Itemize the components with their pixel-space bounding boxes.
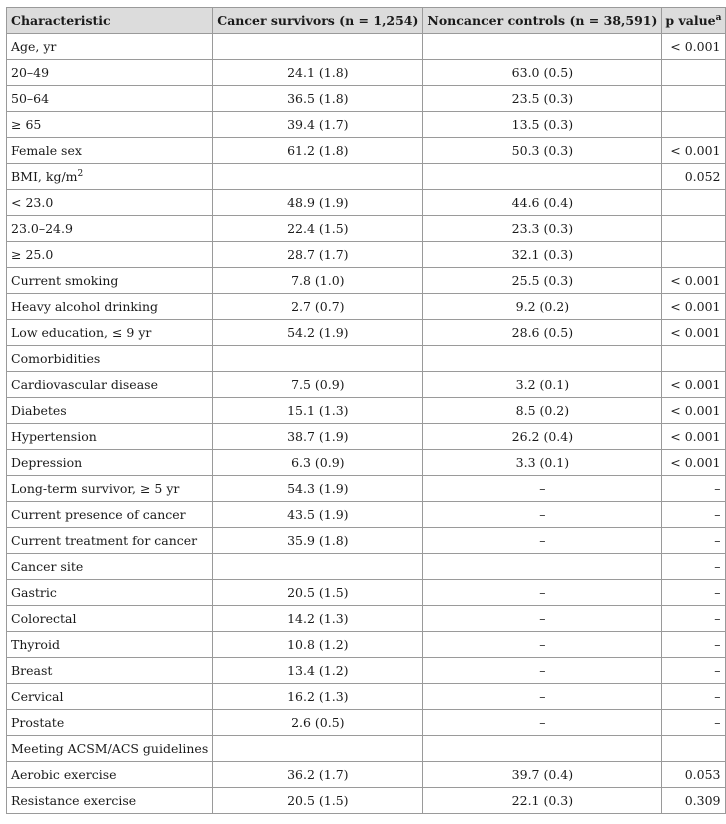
row-label-cell — [7, 450, 213, 476]
survivors-value: 7.8 (1.0) — [213, 268, 423, 294]
table-row — [7, 762, 726, 788]
row-label-cell — [7, 476, 213, 502]
row-label: Low education, ≤ 9 yr — [11, 325, 152, 340]
controls-value — [423, 346, 662, 372]
row-label: Prostate — [11, 715, 65, 730]
table-row — [7, 528, 726, 554]
row-label-cell — [7, 658, 213, 684]
row-label-cell — [7, 684, 213, 710]
survivors-value — [213, 554, 423, 580]
table-row — [7, 138, 726, 164]
row-label: Aerobic exercise — [11, 767, 117, 782]
row-label-cell — [7, 34, 213, 60]
p-value: < 0.001 — [662, 320, 726, 346]
controls-value: 25.5 (0.3) — [423, 268, 662, 294]
header-row — [7, 8, 726, 34]
survivors-value: 28.7 (1.7) — [213, 242, 423, 268]
survivors-value: 43.5 (1.9) — [213, 502, 423, 528]
row-label: Diabetes — [11, 403, 67, 418]
controls-value: 63.0 (0.5) — [423, 60, 662, 86]
controls-value: 28.6 (0.5) — [423, 320, 662, 346]
survivors-value: 48.9 (1.9) — [213, 190, 423, 216]
table-row — [7, 34, 726, 60]
table-row — [7, 554, 726, 580]
table-row — [7, 112, 726, 138]
row-label-cell — [7, 580, 213, 606]
row-label-cell — [7, 606, 213, 632]
controls-value: 22.1 (0.3) — [423, 788, 662, 814]
p-value: < 0.001 — [662, 294, 726, 320]
row-label: 23.0–24.9 — [11, 221, 73, 236]
row-label: ≥ 25.0 — [11, 247, 54, 262]
p-value: – — [662, 606, 726, 632]
controls-value: – — [423, 632, 662, 658]
survivors-value: 61.2 (1.8) — [213, 138, 423, 164]
survivors-value: 2.6 (0.5) — [213, 710, 423, 736]
p-value — [662, 216, 726, 242]
survivors-value — [213, 34, 423, 60]
row-label: BMI, kg/m — [11, 169, 78, 184]
p-value: – — [662, 658, 726, 684]
survivors-value: 14.2 (1.3) — [213, 606, 423, 632]
survivors-value: 20.5 (1.5) — [213, 788, 423, 814]
controls-value — [423, 164, 662, 190]
table-row — [7, 450, 726, 476]
table-row — [7, 580, 726, 606]
survivors-value: 22.4 (1.5) — [213, 216, 423, 242]
p-value — [662, 112, 726, 138]
table-row — [7, 294, 726, 320]
controls-value: 50.3 (0.3) — [423, 138, 662, 164]
header-p-value-text: p value — [665, 13, 716, 28]
row-label-cell — [7, 762, 213, 788]
row-label-cell — [7, 502, 213, 528]
row-label-cell — [7, 528, 213, 554]
row-label-cell — [7, 86, 213, 112]
p-value: < 0.001 — [662, 268, 726, 294]
table-body — [7, 34, 726, 814]
p-value: < 0.001 — [662, 398, 726, 424]
row-label-cell — [7, 190, 213, 216]
p-value: < 0.001 — [662, 450, 726, 476]
row-label: Long-term survivor, ≥ 5 yr — [11, 481, 180, 496]
table-row — [7, 190, 726, 216]
table-row — [7, 216, 726, 242]
p-value — [662, 190, 726, 216]
p-value — [662, 60, 726, 86]
row-label: Current smoking — [11, 273, 119, 288]
row-label: Meeting ACSM/ACS guidelines — [11, 741, 209, 756]
p-value: < 0.001 — [662, 138, 726, 164]
survivors-value — [213, 164, 423, 190]
table-row — [7, 268, 726, 294]
row-label-cell — [7, 294, 213, 320]
survivors-value: 39.4 (1.7) — [213, 112, 423, 138]
header-p-value-footnote: a — [715, 12, 722, 23]
p-value: – — [662, 684, 726, 710]
p-value: < 0.001 — [662, 424, 726, 450]
p-value: – — [662, 632, 726, 658]
table-row — [7, 164, 726, 190]
table-row — [7, 658, 726, 684]
p-value: – — [662, 502, 726, 528]
controls-value — [423, 34, 662, 60]
table-row — [7, 398, 726, 424]
row-label: Depression — [11, 455, 83, 470]
controls-value: 23.5 (0.3) — [423, 86, 662, 112]
row-label-cell — [7, 138, 213, 164]
survivors-value: 2.7 (0.7) — [213, 294, 423, 320]
p-value — [662, 86, 726, 112]
table-row — [7, 788, 726, 814]
survivors-value: 24.1 (1.8) — [213, 60, 423, 86]
survivors-value: 7.5 (0.9) — [213, 372, 423, 398]
controls-value: 8.5 (0.2) — [423, 398, 662, 424]
row-label-cell — [7, 320, 213, 346]
controls-value: 44.6 (0.4) — [423, 190, 662, 216]
controls-value: 3.3 (0.1) — [423, 450, 662, 476]
row-label: 20–49 — [11, 65, 50, 80]
controls-value — [423, 736, 662, 762]
table-row — [7, 476, 726, 502]
controls-value: 9.2 (0.2) — [423, 294, 662, 320]
controls-value: – — [423, 658, 662, 684]
row-label: ≥ 65 — [11, 117, 42, 132]
row-label-cell — [7, 632, 213, 658]
row-label: Cancer site — [11, 559, 84, 574]
row-label-cell — [7, 710, 213, 736]
survivors-value — [213, 736, 423, 762]
row-label-superscript: 2 — [77, 168, 84, 179]
row-label-cell — [7, 164, 213, 190]
table-row — [7, 242, 726, 268]
header-p-value — [662, 8, 726, 34]
row-label: Heavy alcohol drinking — [11, 299, 159, 314]
row-label: Comorbidities — [11, 351, 101, 366]
controls-value: – — [423, 606, 662, 632]
row-label-cell — [7, 398, 213, 424]
table-row — [7, 606, 726, 632]
table-row — [7, 86, 726, 112]
table-row — [7, 372, 726, 398]
controls-value: – — [423, 502, 662, 528]
row-label: Current treatment for cancer — [11, 533, 198, 548]
row-label-cell — [7, 112, 213, 138]
table-row — [7, 424, 726, 450]
p-value: – — [662, 528, 726, 554]
controls-value: 32.1 (0.3) — [423, 242, 662, 268]
p-value: – — [662, 580, 726, 606]
row-label: Resistance exercise — [11, 793, 137, 808]
row-label: Age, yr — [11, 39, 57, 54]
p-value — [662, 242, 726, 268]
row-label-cell — [7, 736, 213, 762]
row-label-cell — [7, 372, 213, 398]
header-cancer-survivors: Cancer survivors (n = 1,254) — [213, 8, 423, 34]
row-label: Gastric — [11, 585, 57, 600]
survivors-value: 35.9 (1.8) — [213, 528, 423, 554]
p-value: 0.052 — [662, 164, 726, 190]
controls-value: 26.2 (0.4) — [423, 424, 662, 450]
survivors-value: 54.2 (1.9) — [213, 320, 423, 346]
controls-value: 39.7 (0.4) — [423, 762, 662, 788]
table-row — [7, 320, 726, 346]
row-label: Cervical — [11, 689, 64, 704]
table-row — [7, 632, 726, 658]
characteristics-table — [6, 7, 726, 814]
survivors-value: 20.5 (1.5) — [213, 580, 423, 606]
row-label: 50–64 — [11, 91, 50, 106]
survivors-value: 15.1 (1.3) — [213, 398, 423, 424]
row-label-cell — [7, 788, 213, 814]
p-value: – — [662, 554, 726, 580]
row-label: Current presence of cancer — [11, 507, 186, 522]
row-label: < 23.0 — [11, 195, 54, 210]
controls-value: – — [423, 528, 662, 554]
row-label: Thyroid — [11, 637, 60, 652]
row-label-cell — [7, 268, 213, 294]
row-label-cell — [7, 424, 213, 450]
row-label: Female sex — [11, 143, 82, 158]
p-value — [662, 736, 726, 762]
row-label-cell — [7, 60, 213, 86]
survivors-value: 36.2 (1.7) — [213, 762, 423, 788]
row-label: Colorectal — [11, 611, 77, 626]
table-row — [7, 736, 726, 762]
survivors-value: 16.2 (1.3) — [213, 684, 423, 710]
p-value: 0.053 — [662, 762, 726, 788]
row-label: Hypertension — [11, 429, 97, 444]
header-noncancer-controls: Noncancer controls (n = 38,591) — [423, 8, 662, 34]
controls-value — [423, 554, 662, 580]
controls-value: 13.5 (0.3) — [423, 112, 662, 138]
controls-value: – — [423, 476, 662, 502]
p-value: < 0.001 — [662, 372, 726, 398]
controls-value: – — [423, 710, 662, 736]
table-row — [7, 502, 726, 528]
table-row — [7, 346, 726, 372]
survivors-value: 10.8 (1.2) — [213, 632, 423, 658]
survivors-value: 54.3 (1.9) — [213, 476, 423, 502]
controls-value: – — [423, 580, 662, 606]
row-label-cell — [7, 554, 213, 580]
survivors-value: 36.5 (1.8) — [213, 86, 423, 112]
controls-value: – — [423, 684, 662, 710]
table-row — [7, 60, 726, 86]
p-value: < 0.001 — [662, 34, 726, 60]
survivors-value: 6.3 (0.9) — [213, 450, 423, 476]
header-characteristic: Characteristic — [7, 8, 213, 34]
row-label-cell — [7, 242, 213, 268]
survivors-value: 38.7 (1.9) — [213, 424, 423, 450]
p-value: – — [662, 710, 726, 736]
controls-value: 3.2 (0.1) — [423, 372, 662, 398]
row-label: Breast — [11, 663, 53, 678]
p-value: – — [662, 476, 726, 502]
survivors-value — [213, 346, 423, 372]
table-row — [7, 684, 726, 710]
p-value — [662, 346, 726, 372]
row-label-cell — [7, 346, 213, 372]
controls-value: 23.3 (0.3) — [423, 216, 662, 242]
p-value: 0.309 — [662, 788, 726, 814]
table-row — [7, 710, 726, 736]
row-label-cell — [7, 216, 213, 242]
table-container — [6, 7, 726, 814]
survivors-value: 13.4 (1.2) — [213, 658, 423, 684]
row-label: Cardiovascular disease — [11, 377, 158, 392]
